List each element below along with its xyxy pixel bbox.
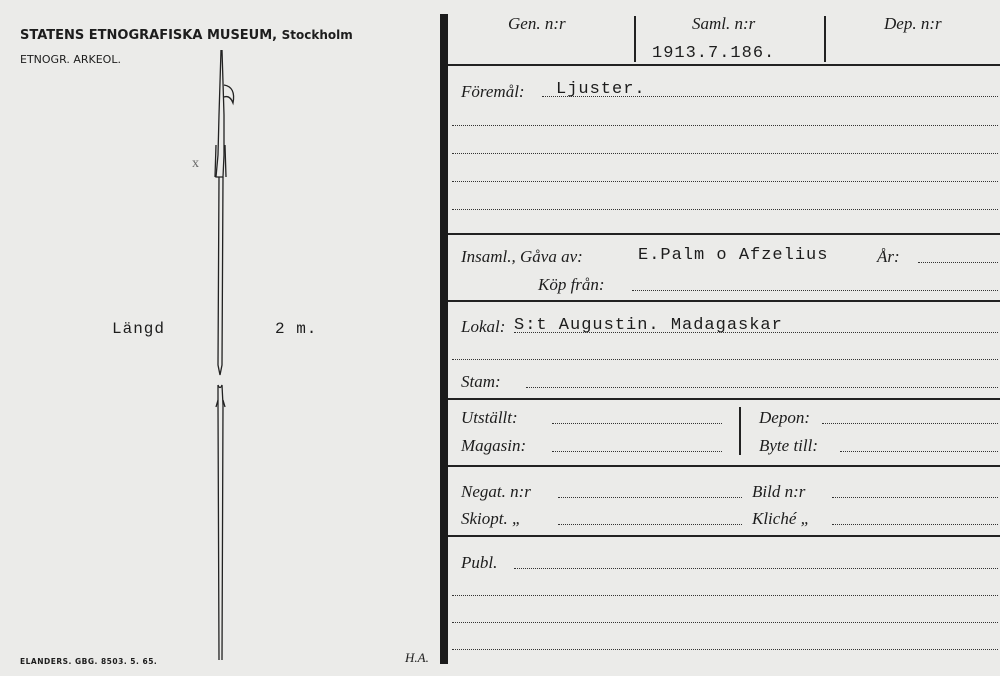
foremal-value: Ljuster. <box>556 80 646 99</box>
publ-line <box>514 568 998 569</box>
foremal-label: Föremål: <box>461 82 525 101</box>
foremal-line-3 <box>452 153 998 154</box>
rule-top <box>448 64 1000 66</box>
lokal-value: S:t Augustin. Madagaskar <box>514 316 783 335</box>
insaml-label: Insaml., <box>461 247 516 266</box>
negat-label: Negat. n:r <box>461 482 531 501</box>
utstallt-line <box>552 423 722 424</box>
gen-label: Gen. n:r <box>508 14 566 33</box>
drawing-mark-x: x <box>192 156 199 171</box>
dep-label: Dep. n:r <box>884 14 942 33</box>
publ-line-3 <box>452 622 998 623</box>
rule-insaml <box>448 233 1000 235</box>
byte-line <box>840 451 998 452</box>
kop-label: Köp från: <box>538 275 605 294</box>
skiopt-label: Skiopt. „ <box>461 509 522 528</box>
magasin-label: Magasin: <box>461 436 527 455</box>
rule-publ <box>448 535 1000 537</box>
lokal-line-2 <box>452 359 998 360</box>
kop-line <box>632 290 998 291</box>
kliche-label: Kliché „ <box>752 509 811 528</box>
gava-label: Gåva av: <box>520 247 583 266</box>
card-divider <box>440 14 448 664</box>
bild-line <box>832 497 998 498</box>
stam-line <box>526 387 998 388</box>
ar-label: År: <box>877 247 900 266</box>
negat-line <box>558 497 742 498</box>
stam-label: Stam: <box>461 372 501 391</box>
museum-title <box>20 28 353 43</box>
number-separator-1 <box>634 16 636 62</box>
rule-utstallt <box>448 398 1000 400</box>
byte-label: Byte till: <box>759 436 819 455</box>
publ-label: Publ. <box>461 553 498 572</box>
utstallt-separator <box>739 407 741 455</box>
saml-label: Saml. n:r <box>692 14 756 33</box>
museum-city: Stockholm <box>281 28 353 42</box>
handwritten-initials: H.A. <box>405 650 429 665</box>
insaml-value: E.Palm o Afzelius <box>638 246 829 265</box>
depon-label: Depon: <box>759 408 810 427</box>
magasin-line <box>552 451 722 452</box>
printer-imprint: ELANDERS. GBG. 8503. 5. 65. <box>20 657 158 666</box>
lokal-label: Lokal: <box>461 317 506 336</box>
saml-value: 1913.7.186. <box>652 44 776 63</box>
foremal-line <box>542 96 998 97</box>
foremal-line-4 <box>452 181 998 182</box>
rule-negat <box>448 465 1000 467</box>
foremal-line-5 <box>452 209 998 210</box>
publ-line-4 <box>452 649 998 650</box>
bild-label: Bild n:r <box>752 482 806 501</box>
kliche-line <box>832 524 998 525</box>
foremal-line-2 <box>452 125 998 126</box>
length-value: 2 m. <box>275 320 318 338</box>
department-label: ETNOGR. ARKEOL. <box>20 53 121 66</box>
spear-drawing <box>180 45 270 670</box>
museum-name: STATENS ETNOGRAFISKA MUSEUM, <box>20 28 278 43</box>
ar-line <box>918 262 998 263</box>
insaml-label-group <box>461 247 583 267</box>
rule-lokal <box>448 300 1000 302</box>
utstallt-label: Utställt: <box>461 408 518 427</box>
number-separator-2 <box>824 16 826 62</box>
skiopt-line <box>558 524 742 525</box>
length-label: Längd <box>112 320 166 338</box>
depon-line <box>822 423 998 424</box>
publ-line-2 <box>452 595 998 596</box>
lokal-line <box>514 332 998 333</box>
